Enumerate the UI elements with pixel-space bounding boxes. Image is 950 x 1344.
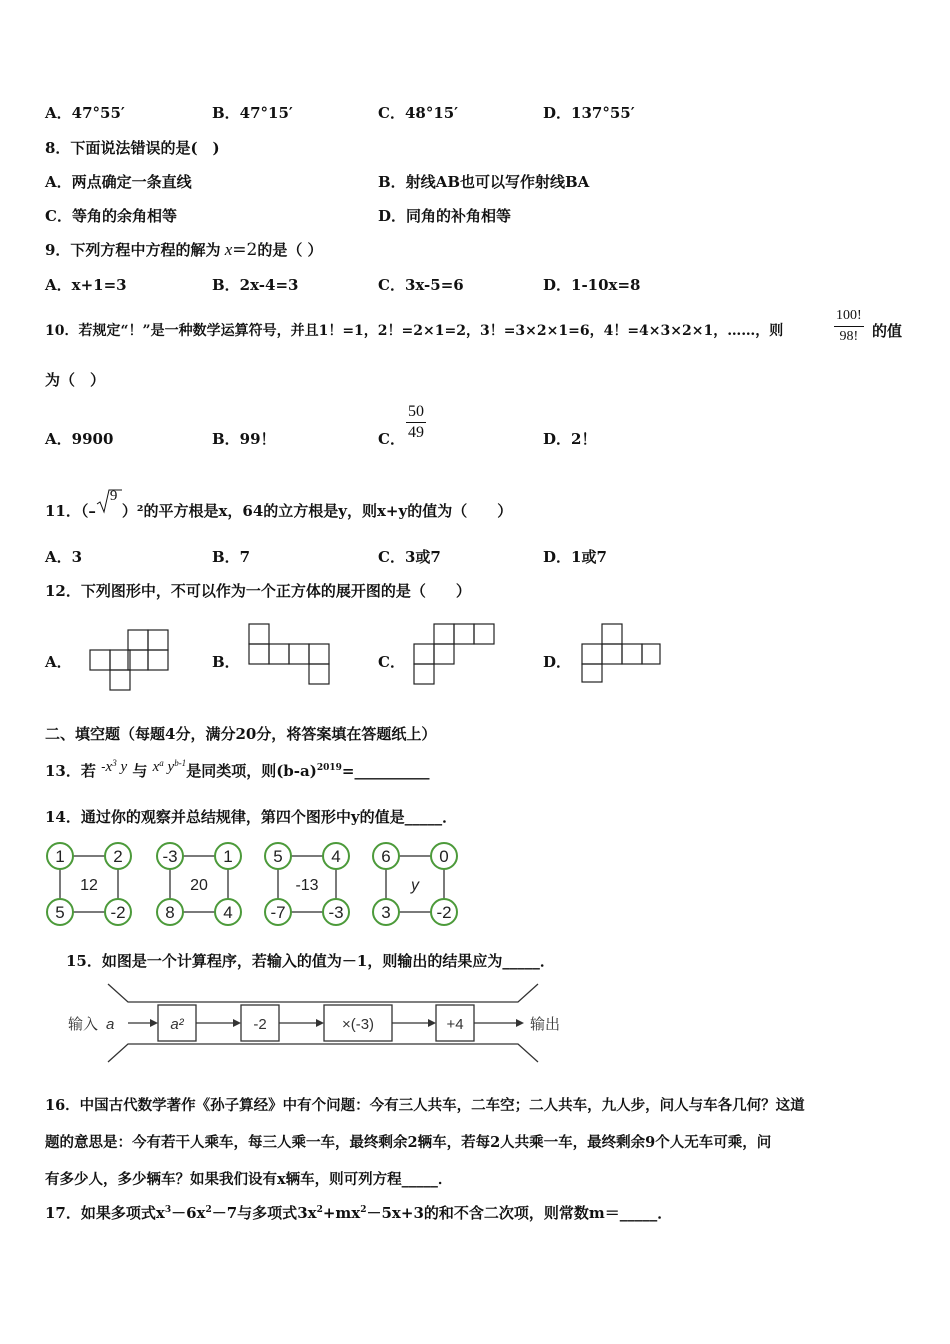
q14-center-value: -13 xyxy=(295,877,319,894)
flow-box-1-label: a² xyxy=(170,1016,184,1033)
q7-option-a: A．47°55′ xyxy=(45,104,125,122)
q14-corner-value-bl: 3 xyxy=(381,903,391,922)
sqrt-symbol: 9 xyxy=(96,500,122,516)
q11-stem: 11．（– 9 ）²的平方根是x，64的立方根是y，则x+y的值为（ ） xyxy=(45,488,513,520)
q10-fraction: $\frac{100!}{98!}$ xyxy=(836,308,862,344)
q14-corner-value-br: 4 xyxy=(223,903,233,922)
q14-corner-value-bl: 5 xyxy=(55,903,65,922)
q14-corner-value-tl: 1 xyxy=(55,847,65,866)
q14-figure-2 xyxy=(157,843,241,925)
q15-stem: 15．如图是一个计算程序，若输入的值为－1，则输出的结果应为_____． xyxy=(66,952,555,970)
flow-box-3-label: ×(-3) xyxy=(341,1016,375,1033)
q14-stem: 14．通过你的观察并总结规律，第四个图形中y的值是_____． xyxy=(45,808,458,826)
q14-corner-value-br: -2 xyxy=(110,903,126,922)
q16-line1: 16．中国古代数学著作《孙子算经》中有个问题：今有三人共车，二车空；二人共车，九人步，问人与车各几何？这道 xyxy=(45,1097,805,1114)
q13-stem: 13．若 $-x^3$ y 与 $x^a$ $y^{b-1}$是同类项，则$(b-a)^{2019}=\_\_\_\_\_\_\_\_\_\_$ xyxy=(45,758,430,780)
q11-option-c: C．3或7 xyxy=(378,548,441,566)
q16-line3: 有多少人，多少辆车？如果我们设有x辆车，则可列方程_____． xyxy=(45,1171,453,1188)
q10-option-c: C． xyxy=(378,430,405,448)
q15-flowchart xyxy=(66,982,570,1064)
q8-option-d: D．同角的补角相等 xyxy=(378,207,512,225)
q14-figure-1 xyxy=(47,843,131,925)
flow-input-var: a xyxy=(106,1016,115,1033)
section2-title: 二、填空题（每题4分，满分20分，将答案填在答题纸上） xyxy=(45,725,437,743)
q12-label-c: C． xyxy=(378,653,405,671)
q10-option-c-fraction: $\frac{50}{49}$ xyxy=(408,403,424,441)
q10-option-d: D．2！ xyxy=(543,430,597,448)
q17-stem: 17．如果多项式$x^3-6x^2-7$与多项式$3x^2+mx^2-5x+3$的和不含二次项，则常数m＝_____． xyxy=(45,1204,673,1222)
q14-corner-value-bl: 8 xyxy=(165,903,175,922)
q10-stem-line2: 为（ ） xyxy=(45,371,106,389)
q9-option-a: A．x+1=3 xyxy=(45,276,127,294)
q14-corner-value-tl: -3 xyxy=(162,847,178,866)
flow-box-4-label: +4 xyxy=(446,1016,464,1033)
q14-corner-value-br: -3 xyxy=(328,903,344,922)
q12-stem: 12．下列图形中，不可以作为一个正方体的展开图的是（ ） xyxy=(45,582,471,600)
q14-center-value: y xyxy=(411,877,419,894)
q12-label-a: A． xyxy=(45,653,72,671)
q11-option-d: D．1或7 xyxy=(543,548,607,566)
q12-label-b: B． xyxy=(212,653,240,671)
q12-net-b xyxy=(246,622,332,688)
q14-corner-value-tr: 2 xyxy=(113,847,123,866)
q16-line2: 题的意思是：今有若干人乘车，每三人乘一车，最终剩余2辆车，若每2人共乘一车，最终剩余9个人无车可乘，问 xyxy=(45,1134,772,1151)
arrowhead-5 xyxy=(516,1019,524,1027)
flow-bottom-frame xyxy=(108,1044,538,1062)
q14-corner-value-tr: 4 xyxy=(331,847,341,866)
q14-corner-value-tl: 6 xyxy=(381,847,391,866)
q12-label-d: D． xyxy=(543,653,572,671)
radical-icon xyxy=(96,486,122,516)
q14-corner-value-br: -2 xyxy=(436,903,452,922)
q8-option-a: A．两点确定一条直线 xyxy=(45,173,192,191)
arrowhead-3 xyxy=(316,1019,324,1027)
q14-figures xyxy=(40,836,470,928)
q14-corner-value-tr: 0 xyxy=(439,847,449,866)
q8-stem: 8．下面说法错误的是( ) xyxy=(45,139,220,157)
q12-net-d xyxy=(580,622,664,684)
arrowhead-2 xyxy=(233,1019,241,1027)
q14-center-value: 12 xyxy=(80,877,98,894)
q10-option-b: B．99！ xyxy=(212,430,276,448)
q9-stem: 9．下列方程中方程的解为 x=2的是（ ） xyxy=(45,240,323,260)
q14-corner-value-tl: 5 xyxy=(273,847,283,866)
q14-center-value: 20 xyxy=(190,877,208,894)
arrowhead-1 xyxy=(150,1019,158,1027)
q14-corner-value-tr: 1 xyxy=(223,847,233,866)
q14-figure-3 xyxy=(265,843,349,925)
q11-option-b: B．7 xyxy=(212,548,251,566)
q7-option-d: D．137°55′ xyxy=(543,104,635,122)
q11-option-a: A．3 xyxy=(45,548,83,566)
q7-option-c: C．48°15′ xyxy=(378,104,459,122)
flow-box-2-label: -2 xyxy=(253,1016,267,1033)
arrowhead-4 xyxy=(428,1019,436,1027)
q10-option-a: A．9900 xyxy=(45,430,114,448)
q7-option-b: B．47°15′ xyxy=(212,104,293,122)
q12-net-a xyxy=(88,628,172,692)
q14-figure-4 xyxy=(373,843,457,925)
flow-output-label: 输出 xyxy=(530,1016,561,1033)
q9-option-b: B．2x-4=3 xyxy=(212,276,299,294)
flow-top-frame xyxy=(108,984,538,1002)
q10-stem: 10．若规定“！”是一种数学运算符号，并且1！=1，2！=2×1=2，3！=3×2×1=6，4！=4×3×2×1，……，则 xyxy=(45,323,784,339)
q10-stem-end: 的值 xyxy=(872,322,903,340)
q12-net-c xyxy=(412,622,498,688)
q8-option-b: B．射线AB也可以写作射线BA xyxy=(378,173,590,191)
q8-option-c: C．等角的余角相等 xyxy=(45,207,177,225)
q9-option-d: D．1-10x=8 xyxy=(543,276,641,294)
flow-input-label: 输入 xyxy=(68,1016,99,1033)
q14-corner-value-bl: -7 xyxy=(270,903,286,922)
q9-option-c: C．3x-5=6 xyxy=(378,276,464,294)
